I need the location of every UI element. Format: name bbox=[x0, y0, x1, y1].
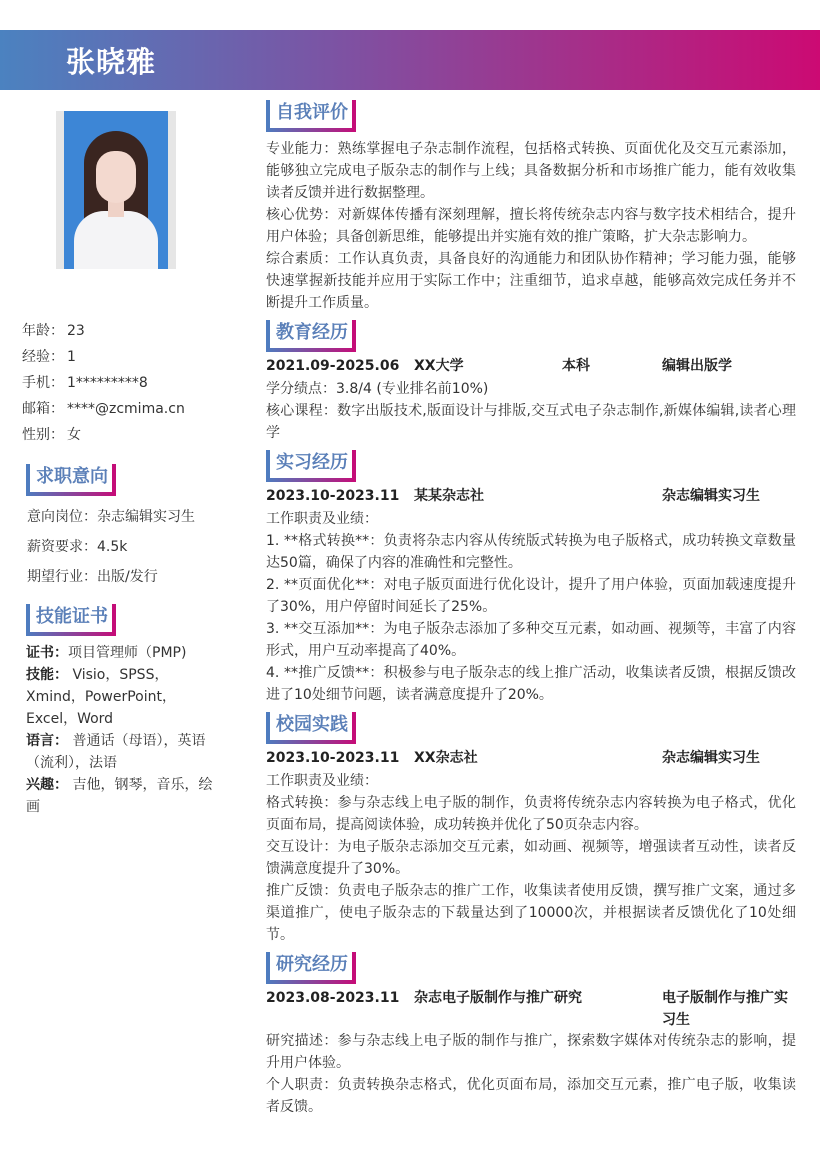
paragraph: 4. **推广反馈**：积极参与电子版杂志的线上推广活动，收集读者反馈，根据反馈改进了10处细节问题，读者满意度提升了20%。 bbox=[266, 665, 796, 703]
paragraph: 2. **页面优化**：对电子版页面进行优化设计，提升了用户体验，页面加载速度提升了30%，用户停留时间延长了25%。 bbox=[266, 577, 796, 615]
section-title: 教育经历 bbox=[266, 320, 356, 352]
paragraph: 专业能力：熟练掌握电子杂志制作流程，包括格式转换、页面优化及交互元素添加，能够独立完成电子版杂志的制作与上线；具备数据分析和市场推广能力，能有效收集读者反馈并进行数据整理。 bbox=[266, 141, 796, 201]
self-eval-section bbox=[266, 100, 796, 314]
campus-meta: 2023.10-2023.11 XX杂志社 杂志编辑实习生 bbox=[266, 750, 760, 766]
section-title: 校园实践 bbox=[266, 712, 356, 744]
education-section bbox=[266, 320, 796, 444]
paragraph: 工作职责及业绩： bbox=[266, 511, 378, 527]
paragraph: 综合素质：工作认真负责，具备良好的沟通能力和团队协作精神；学习能力强，能够快速掌握新技能并应用于实际工作中；注重细节，追求卓越，能够高效完成任务并不断提升工作质量。 bbox=[266, 251, 796, 311]
section-title: 求职意向 bbox=[26, 464, 116, 496]
intent-section bbox=[26, 464, 195, 592]
paragraph: 工作职责及业绩： bbox=[266, 773, 378, 789]
skill-language: 语言： 普通话（母语），英语（流利），法语 bbox=[26, 733, 206, 771]
portrait-photo bbox=[56, 111, 176, 269]
intent-position: 意向岗位：杂志编辑实习生 bbox=[27, 509, 195, 525]
section-title: 自我评价 bbox=[266, 100, 356, 132]
skill-cert: 证书：项目管理师（PMP) bbox=[26, 645, 187, 661]
paragraph: 推广反馈：负责电子版杂志的推广工作，收集读者使用反馈，撰写推广文案，通过多渠道推广，使电子版杂志的下载量达到了10000次，并根据读者反馈优化了10处细节。 bbox=[266, 883, 796, 943]
paragraph: 研究描述：参与杂志线上电子版的制作与推广，探索数字媒体对传统杂志的影响，提升用户体验。 bbox=[266, 1033, 796, 1071]
candidate-name: 张晓雅 bbox=[66, 45, 157, 79]
paragraph: 个人职责：负责转换杂志格式，优化页面布局，添加交互元素，推广电子版，收集读者反馈。 bbox=[266, 1077, 796, 1115]
skills-section bbox=[26, 604, 216, 818]
section-title: 技能证书 bbox=[26, 604, 116, 636]
intent-industry: 期望行业：出版/发行 bbox=[27, 569, 158, 585]
section-title: 实习经历 bbox=[266, 450, 356, 482]
header-band bbox=[0, 30, 820, 90]
info-experience: 经验： 1 bbox=[22, 349, 76, 365]
section-title: 研究经历 bbox=[266, 952, 356, 984]
internship-section bbox=[266, 450, 796, 706]
intent-salary: 薪资要求：4.5k bbox=[27, 539, 128, 555]
skill-tools: 技能： Visio，SPSS，Xmind，PowerPoint，Excel，Word bbox=[26, 667, 176, 727]
info-email: 邮箱： ****@zcmima.cn bbox=[22, 401, 185, 417]
paragraph: 1. **格式转换**：负责将杂志内容从传统版式转换为电子版格式，成功转换文章数量达50篇，确保了内容的准确性和完整性。 bbox=[266, 533, 796, 571]
paragraph: 格式转换：参与杂志线上电子版的制作，负责将传统杂志内容转换为电子格式，优化页面布局，提高阅读体验，成功转换并优化了50页杂志内容。 bbox=[266, 795, 796, 833]
info-gender: 性别： 女 bbox=[22, 427, 81, 443]
right-column bbox=[266, 100, 796, 1124]
info-age: 年龄： 23 bbox=[22, 323, 85, 339]
campus-section bbox=[266, 712, 796, 946]
paragraph: 交互设计：为电子版杂志添加交互元素，如动画、视频等，增强读者互动性，读者反馈满意度提升了30%。 bbox=[266, 839, 796, 877]
paragraph: 核心优势：对新媒体传播有深刻理解，擅长将传统杂志内容与数字技术相结合，提升用户体验；具备创新思维，能够提出并实施有效的推广策略，扩大杂志影响力。 bbox=[266, 207, 796, 245]
research-meta: 2023.08-2023.11 杂志电子版制作与推广研究 电子版制作与推广实习生 bbox=[266, 990, 788, 1028]
info-phone: 手机： 1*********8 bbox=[22, 375, 148, 391]
paragraph: 学分绩点：3.8/4 (专业排名前10%) bbox=[266, 381, 489, 397]
paragraph: 核心课程：数字出版技术,版面设计与排版,交互式电子杂志制作,新媒体编辑,读者心理学 bbox=[266, 403, 796, 441]
internship-meta: 2023.10-2023.11 某某杂志社 杂志编辑实习生 bbox=[266, 488, 760, 504]
education-meta: 2021.09-2025.06 XX大学 本科 编辑出版学 bbox=[266, 358, 732, 374]
paragraph: 3. **交互添加**：为电子版杂志添加了多种交互元素，如动画、视频等，丰富了内容形式，用户互动率提高了40%。 bbox=[266, 621, 796, 659]
research-section bbox=[266, 952, 796, 1118]
basic-info bbox=[22, 318, 185, 448]
skill-hobbies: 兴趣： 吉他，钢琴，音乐，绘画 bbox=[26, 777, 213, 815]
